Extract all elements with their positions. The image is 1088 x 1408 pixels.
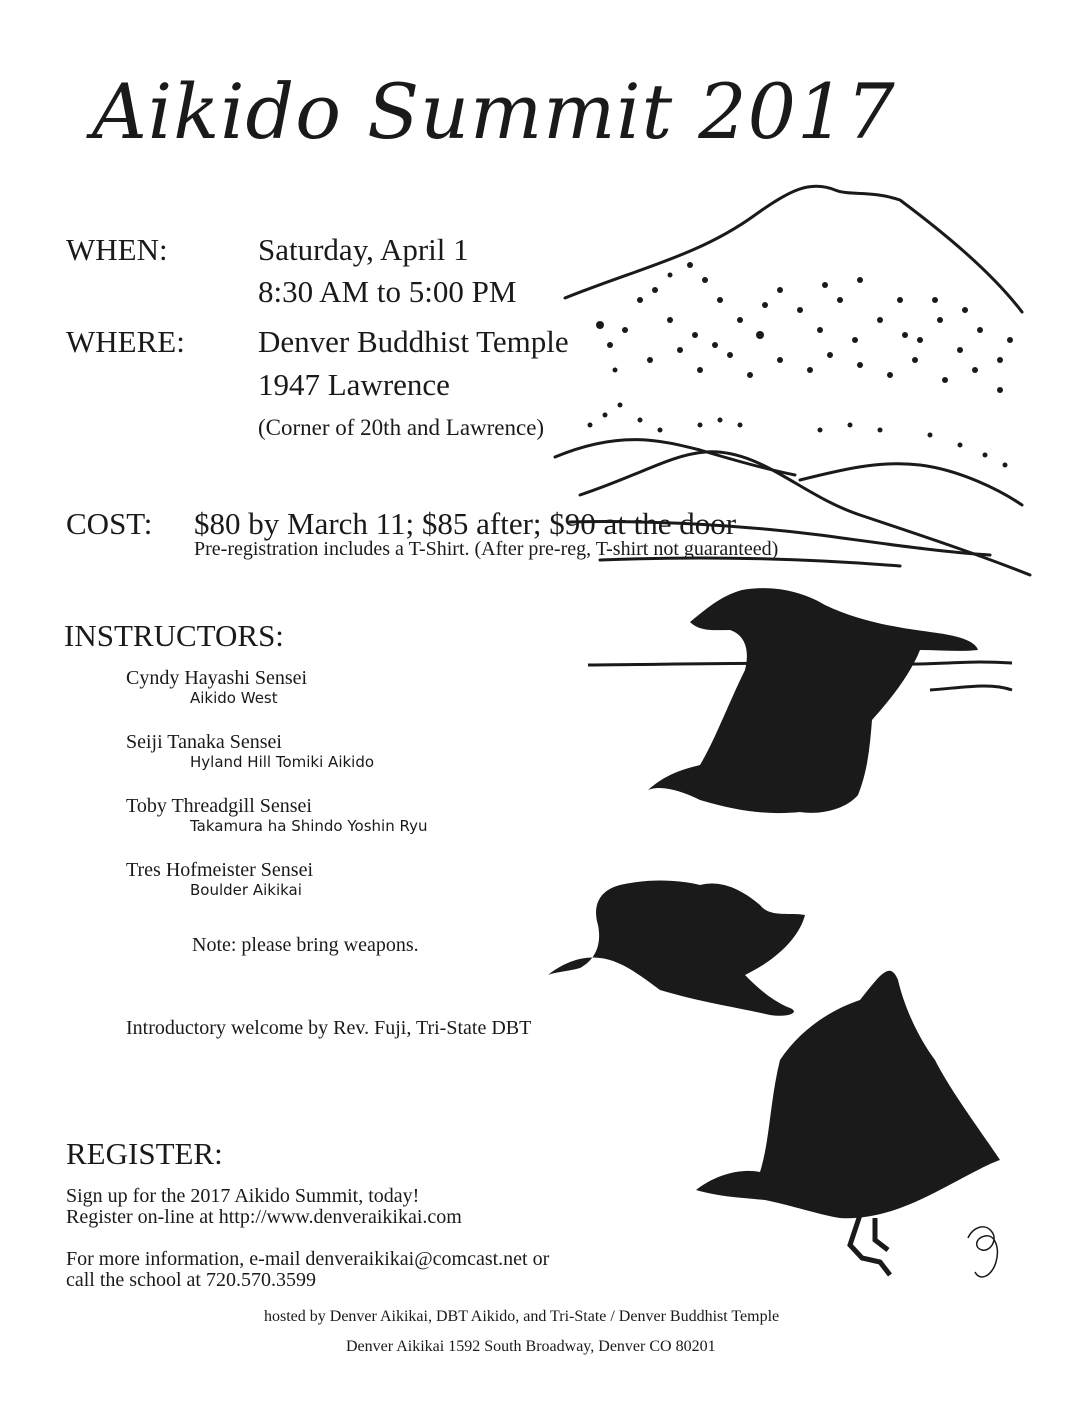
when-time: 8:30 AM to 5:00 PM — [258, 274, 517, 309]
weapons-note: Note: please bring weapons. — [192, 934, 419, 956]
register-url[interactable]: Register on-line at http://www.denveraikikai.com — [66, 1206, 462, 1228]
instructor-name: Cyndy Hayashi Sensei — [126, 667, 308, 689]
where-address: 1947 Lawrence — [258, 367, 450, 402]
instructor-dojo: Hyland Hill Tomiki Aikido — [190, 753, 375, 771]
instructors-label: INSTRUCTORS: — [64, 618, 284, 653]
page-title: Aikido Summit 2017 — [92, 67, 896, 156]
mountain-snow-dots — [588, 262, 1014, 468]
register-phone: call the school at 720.570.3599 — [66, 1269, 316, 1291]
register-line-1: Sign up for the 2017 Aikido Summit, today! — [66, 1185, 420, 1207]
when-label: WHEN: — [66, 232, 168, 267]
register-email[interactable]: For more information, e-mail denveraikikai@comcast.net or — [66, 1248, 550, 1270]
crow-illustration-top — [648, 588, 978, 813]
register-label: REGISTER: — [66, 1136, 223, 1171]
instructor-name: Toby Threadgill Sensei — [126, 795, 312, 817]
welcome-note: Introductory welcome by Rev. Fuji, Tri-State DBT — [126, 1017, 532, 1039]
footer-hosted: hosted by Denver Aikikai, DBT Aikido, and Tri-State / Denver Buddhist Temple — [264, 1308, 780, 1325]
cost-price: $80 by March 11; $85 after; $90 at the door — [194, 506, 737, 541]
instructor-name: Seiji Tanaka Sensei — [126, 731, 282, 753]
where-venue: Denver Buddhist Temple — [258, 324, 569, 359]
when-date: Saturday, April 1 — [258, 232, 469, 267]
instructor-name: Tres Hofmeister Sensei — [126, 859, 314, 881]
cost-label: COST: — [66, 506, 153, 541]
where-label: WHERE: — [66, 324, 185, 359]
instructor-dojo: Takamura ha Shindo Yoshin Ryu — [190, 817, 428, 835]
crow-illustration-bottom — [696, 971, 1000, 1275]
where-note: (Corner of 20th and Lawrence) — [258, 415, 545, 440]
crow-illustration-middle — [548, 880, 805, 1015]
artist-signature — [968, 1227, 997, 1277]
footer-address: Denver Aikikai 1592 South Broadway, Denver CO 80201 — [346, 1338, 716, 1355]
cost-note: Pre-registration includes a T-Shirt. (After pre-reg, T-shirt not guaranteed) — [194, 538, 779, 560]
instructor-dojo: Boulder Aikikai — [190, 881, 302, 899]
instructor-dojo: Aikido West — [190, 689, 278, 707]
